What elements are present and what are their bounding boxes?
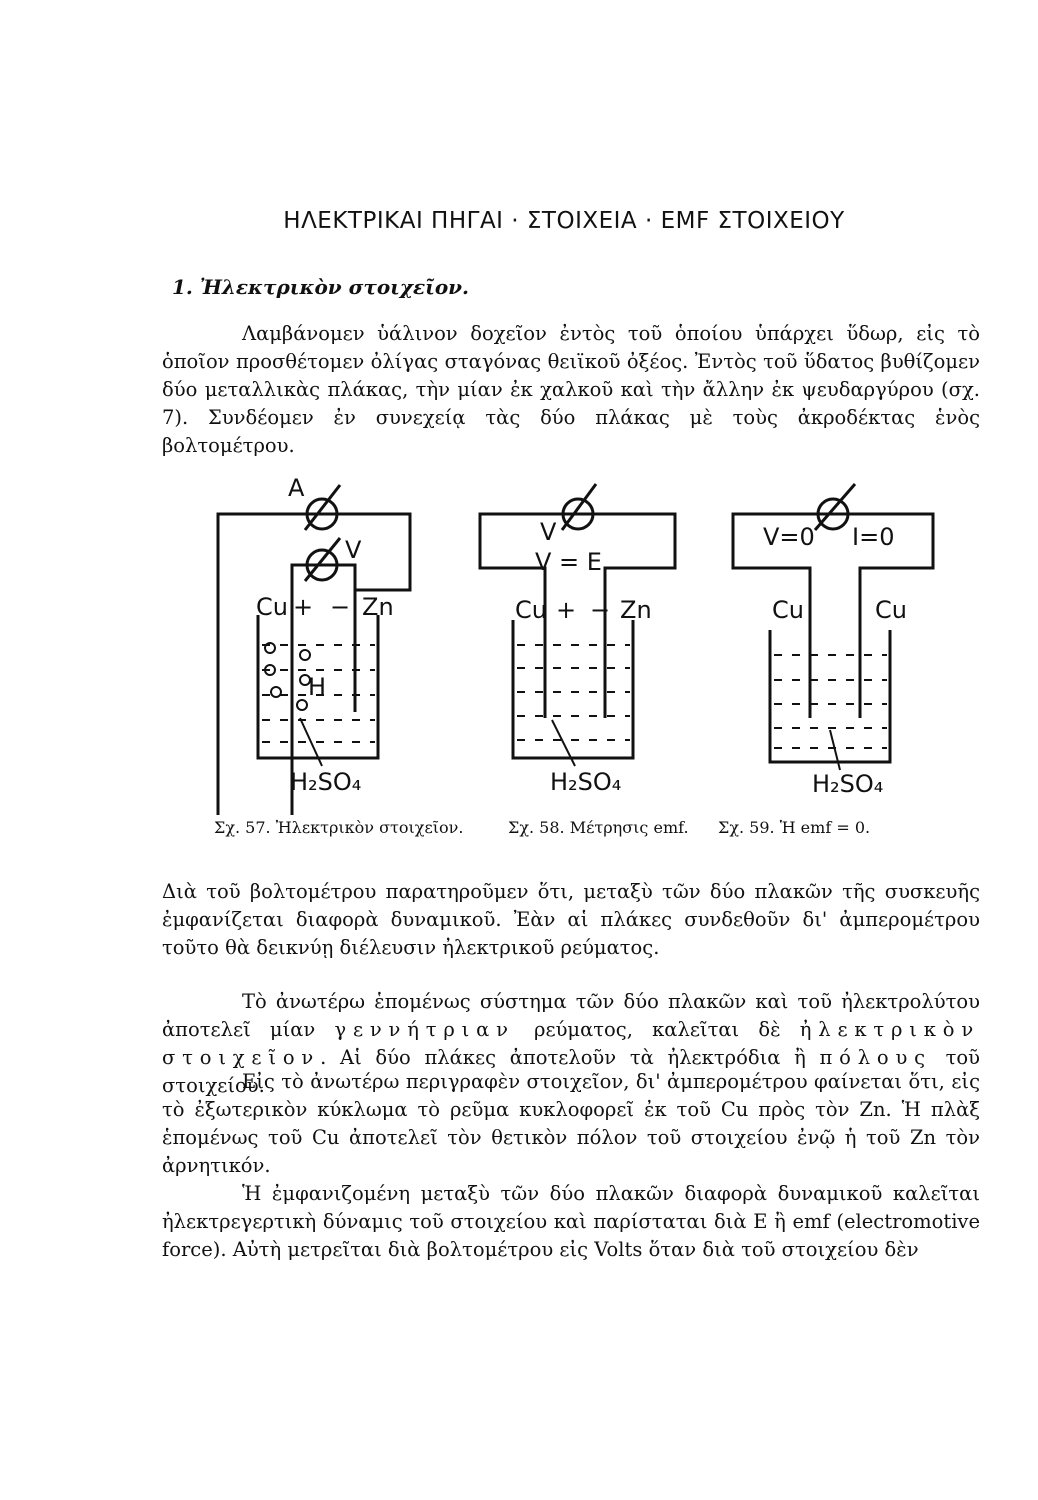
label-cu: Cu: [256, 593, 288, 621]
paragraph-3-b: ρεύματος, καλεῖται δὲ: [534, 1018, 781, 1041]
section-heading: 1. Ἠλεκτρικὸν στοιχεῖον.: [172, 275, 470, 299]
label-minus: −: [590, 596, 611, 624]
paragraph-1: Λαμβάνομεν ὑάλινον δοχεῖον ἐντὸς τοῦ ὁποίου ὑπάρχει ὕδωρ, εἰς τὸ ὁποῖον προσθέτομεν ὀλίγας σταγόνας θειϊκοῦ ὀξέος. Ἐντὸς τοῦ ὕδατος βυθίζομεν δύο μεταλλικὰς πλάκας, τὴν μίαν ἐκ χαλκοῦ καὶ τὴν ἄλλην ἐκ ψευδαργύρου (σχ. 7). Συνδέομεν ἐν συνεχείᾳ τὰς δύο πλάκας μὲ τοὺς ἀκροδέκτας ἑνὸς βολτομέτρου.: [162, 322, 980, 457]
caption-57: Σχ. 57. Ἠλεκτρικὸν στοιχεῖον.: [214, 818, 464, 837]
label-cu: Cu: [515, 596, 547, 624]
label-acid: H₂SO₄: [290, 768, 362, 796]
paragraph-3-d: τοῦ στοιχείου.: [162, 1046, 980, 1097]
term-poles: πόλους: [819, 1046, 932, 1069]
paragraph-2: Διὰ τοῦ βολτομέτρου παρατηροῦμεν ὅτι, μεταξὺ τῶν δύο πλακῶν τῆς συσκευῆς ἐμφανίζεται διαφορὰ δυναμικοῦ. Ἐὰν αἱ πλάκες συνδεθοῦν δι' ἀμπερομέτρου τοῦτο θὰ δεικνύῃ διέλευσιν ἠλεκτρικοῦ ρεύματος.: [162, 880, 980, 959]
caption-59: Σχ. 59. Ἡ emf = 0.: [718, 818, 871, 837]
label-A: A: [288, 474, 305, 502]
label-V: V: [540, 518, 557, 546]
figure-59: [733, 484, 933, 798]
label-i0: I=0: [852, 523, 895, 551]
paragraph-4: Εἰς τὸ ἀνωτέρω περιγραφὲν στοιχεῖον, δι' ἀμπερομέτρου φαίνεται ὅτι, εἰς τὸ ἐξωτερικὸν κύκλωμα τὸ ρεῦμα κυκλοφορεῖ ἐκ τοῦ Cu πρὸς τὸν Zn. Ἡ πλὰξ ἑπομένως τοῦ Cu ἀποτελεῖ τὸν θετικὸν πόλον τοῦ στοιχείου ἐνῷ ἡ τοῦ Zn τὸν ἀρνητικόν.: [162, 1070, 980, 1177]
label-acid: H₂SO₄: [550, 768, 622, 796]
label-plus: +: [556, 596, 577, 624]
label-eq: V = E: [535, 548, 602, 576]
paragraph-3-c: . Αἱ δύο πλάκες ἀποτελοῦν τὰ ἠλεκτρόδια ἢ: [320, 1046, 806, 1069]
page-title: ΗΛΕΚΤΡΙΚΑΙ ΠΗΓΑΙ · ΣΤΟΙΧΕΙΑ · EMF ΣΤΟΙΧΕΙΟΥ: [283, 208, 845, 234]
label-plus: +: [293, 593, 314, 621]
label-V: V: [345, 536, 362, 564]
label-minus: −: [330, 593, 351, 621]
label-v0: V=0: [763, 523, 815, 551]
label-zn: Zn: [620, 596, 652, 624]
label-h: H: [308, 673, 327, 701]
label-acid: H₂SO₄: [812, 770, 884, 798]
figure-57: [218, 474, 410, 815]
figure-58: [480, 484, 675, 796]
paragraph-3-a: Τὸ ἀνωτέρω ἑπομένως σύστημα τῶν δύο πλακῶν καὶ τοῦ ἠλεκτρολύτου ἀποτελεῖ μίαν: [162, 990, 980, 1041]
label-cu-left: Cu: [772, 596, 804, 624]
label-cu-right: Cu: [875, 596, 907, 624]
figures: [0, 470, 1038, 815]
term-generator: γεννήτριαν: [334, 1018, 515, 1041]
label-zn: Zn: [362, 593, 394, 621]
paragraph-5: Ἡ ἐμφανιζομένη μεταξὺ τῶν δύο πλακῶν διαφορὰ δυναμικοῦ καλεῖται ἠλεκτρεγερτικὴ δύναμις τοῦ στοιχείου καὶ παρίσταται διὰ E ἢ emf (electromotive force). Αὐτὴ μετρεῖται διὰ βολτομέτρου εἰς Volts ὅταν διὰ τοῦ στοιχείου δὲν: [162, 1182, 980, 1261]
caption-58: Σχ. 58. Μέτρησις emf.: [508, 818, 689, 837]
term-electric-cell: ἠλεκτρικὸν στοιχεῖον: [162, 1018, 981, 1069]
